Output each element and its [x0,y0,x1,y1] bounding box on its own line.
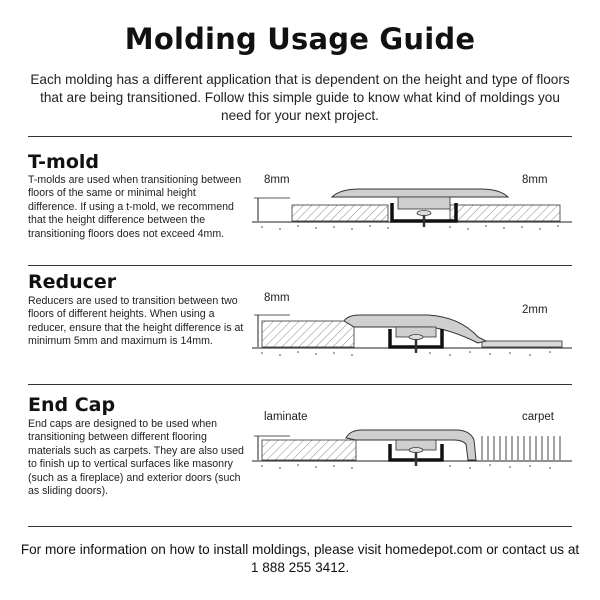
endcap-laminate-floor [262,440,356,460]
endcap-right-label: carpet [522,411,554,423]
tmold-title: T-mold [28,151,100,173]
tmold-diagram [250,165,580,275]
endcap-description: End caps are designed to be used when transitioning between different flooring materials such as carpets. They are also used to finish up to vertical surfaces like masonry (such as a fireplace) and exterior doors (such as sliding doors). [28,418,244,498]
tmold-right-floor [450,205,560,221]
endcap-screw-head [409,448,423,453]
tmold-right-height-label: 8mm [522,174,548,186]
intro-text: Each molding has a different application that is dependent on the height and type of floors that are being transitioned. Follow this simple guide to know what kind of moldings you need for your next project. [30,72,570,123]
endcap-left-label: laminate [264,411,308,423]
tmold-screw-head [417,211,431,216]
endcap-subfloor-texture [261,464,551,469]
tmold-subfloor-texture [261,225,559,230]
reducer-diagram [250,285,580,395]
reducer-left-floor [262,321,354,347]
reducer-description: Reducers are used to transition between two floors of different heights. When using a reducer, ensure that the height difference is at minimum 5mm and maximum is 14mm. [28,295,244,348]
endcap-carpet [482,436,560,460]
reducer-right-floor [482,341,562,347]
reducer-right-height-label: 2mm [522,304,548,316]
divider-bottom [28,526,572,527]
endcap-diagram [250,400,580,510]
endcap-title: End Cap [28,394,116,416]
reducer-subfloor-texture [261,351,551,356]
tmold-left-height-label: 8mm [264,174,290,186]
tmold-cap [332,189,508,197]
reducer-left-height-label: 8mm [264,292,290,304]
tmold-stem [398,197,450,209]
reducer-title: Reducer [28,271,117,293]
page-title: Molding Usage Guide [124,22,476,56]
tmold-left-floor [292,205,388,221]
footer-text: For more information on how to install moldings, please visit homedepot.com or contact us at 1 888 255 3412. [20,542,580,575]
reducer-screw-head [409,335,423,340]
divider-2 [28,384,572,385]
divider-top [28,136,572,137]
tmold-description: T-molds are used when transitioning between floors of the same or minimal height difference. If using a t-mold, we recommend that the height difference between the transitioning floors does not exceed 4mm. [28,174,242,240]
divider-1 [28,265,572,266]
